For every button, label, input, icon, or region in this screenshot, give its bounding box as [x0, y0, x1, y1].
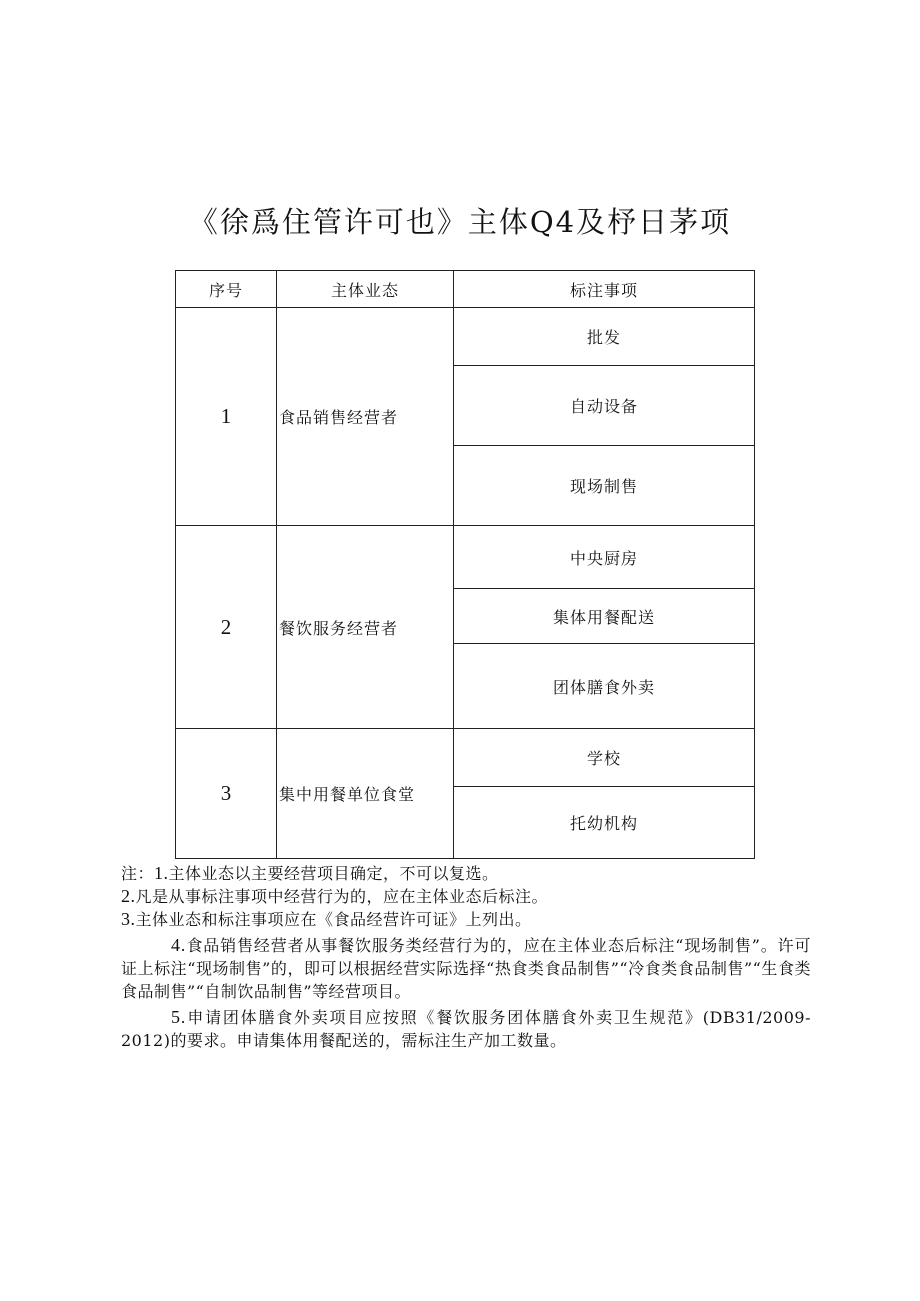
row-serial: 2 — [176, 526, 277, 729]
note-number: 3. — [121, 909, 136, 929]
note-text: 凡是从事标注事项中经营行为的，应在主体业态后标注。 — [135, 887, 549, 906]
note-number: 5 — [171, 1007, 181, 1027]
row-business-form: 集中用餐单位食堂 — [277, 729, 454, 859]
row-marked-item: 现场制售 — [454, 446, 755, 526]
row-marked-item: 自动设备 — [454, 366, 755, 446]
note-item-3 — [121, 908, 811, 931]
table-header-row — [176, 271, 755, 308]
row-marked-item: 托幼机构 — [454, 787, 755, 859]
row-marked-item: 中央厨房 — [454, 526, 755, 589]
note-text: 主体业态以主要经营项目确定，不可以复选。 — [168, 864, 499, 883]
row-serial: 3 — [176, 729, 277, 859]
table-row — [176, 308, 755, 366]
note-item-2 — [121, 885, 811, 908]
note-text: .申请团体膳食外卖项目应按照《餐饮服务团体膳食外卖卫生规范》(DB31/2009-2012)的要求。申请集体用餐配送的，需标注生产加工数量。 — [121, 1008, 811, 1050]
note-item-5 — [121, 1006, 811, 1052]
document-title: 《徐爲住管许可也》主体Q4及杼日茅项 — [188, 205, 732, 239]
note-number: 1. — [154, 863, 169, 883]
header-marked-items: 标注事项 — [454, 271, 755, 308]
row-marked-item: 批发 — [454, 308, 755, 366]
table-row — [176, 729, 755, 787]
table-row — [176, 526, 755, 589]
row-marked-item: 集体用餐配送 — [454, 589, 755, 644]
notes-section — [121, 862, 811, 1052]
row-marked-item: 团体膳食外卖 — [454, 644, 755, 729]
note-text: 主体业态和标注事项应在《食品经营许可证》上列出。 — [135, 910, 532, 929]
note-number: 4 — [171, 935, 181, 955]
note-text: .食品销售经营者从事餐饮服务类经营行为的，应在主体业态后标注“现场制售”。许可证上标注“现场制售”的，即可以根据经营实际选择“热食类食品制售”“冷食类食品制售”“生食类食品制售”“自制饮品制售”等经营项目。 — [121, 936, 811, 1001]
row-business-form: 食品销售经营者 — [277, 308, 454, 526]
note-item-1 — [121, 862, 811, 885]
row-serial: 1 — [176, 308, 277, 526]
header-business-form: 主体业态 — [277, 271, 454, 308]
note-number: 2. — [121, 886, 136, 906]
business-form-table — [175, 270, 755, 859]
row-marked-item: 学校 — [454, 729, 755, 787]
notes-prefix: 注： — [121, 864, 155, 883]
row-business-form: 餐饮服务经营者 — [277, 526, 454, 729]
header-serial: 序号 — [176, 271, 277, 308]
note-item-4 — [121, 934, 811, 1003]
